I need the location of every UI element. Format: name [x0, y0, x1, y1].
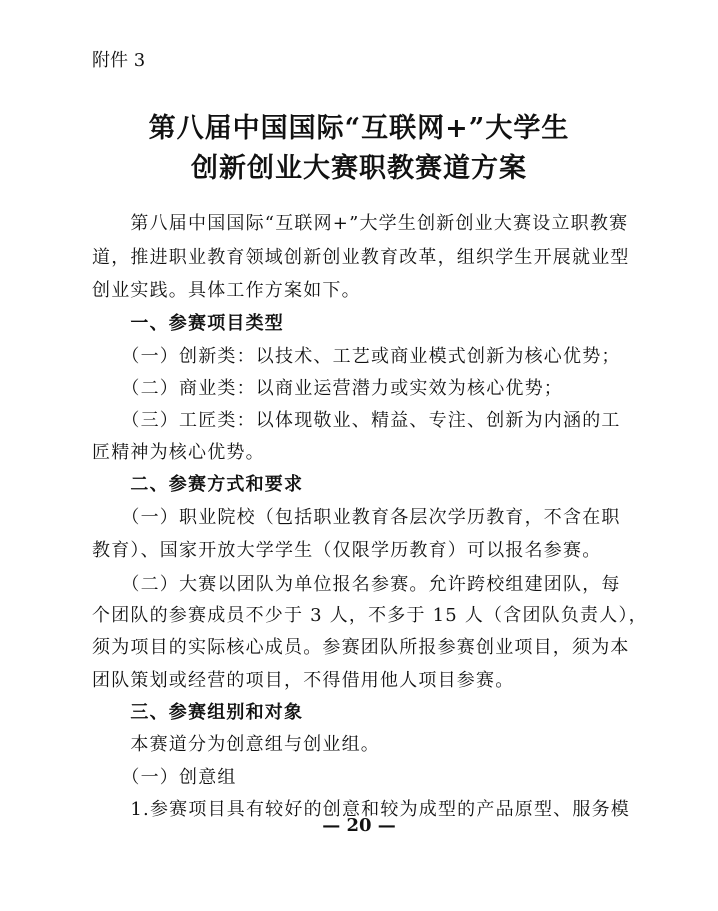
body-line: 1.参赛项目具有较好的创意和较为成型的产品原型、服务模 — [92, 799, 630, 820]
section-heading: 三、参赛组别和对象 — [92, 702, 304, 723]
body-line: （二）商业类：以商业运营潜力或实效为核心优势； — [92, 378, 563, 399]
attachment-label: 附件 3 — [92, 50, 146, 71]
section-heading: 二、参赛方式和要求 — [92, 474, 304, 495]
body-line: 第八届中国国际“互联网+”大学生创新创业大赛设立职教赛 — [92, 213, 629, 234]
body-line: 本赛道分为创意组与创业组。 — [92, 734, 380, 755]
document-title-line-1: 第八届中国国际“互联网+”大学生 — [148, 113, 570, 144]
body-line: （二）大赛以团队为单位报名参赛。允许跨校组建团队，每 — [92, 574, 621, 595]
body-line: （一）职业院校（包括职业教育各层次学历教育，不含在职 — [92, 507, 621, 528]
section-heading: 一、参赛项目类型 — [92, 313, 284, 334]
body-line: 教育）、国家开放大学学生（仅限学历教育）可以报名参赛。 — [92, 540, 602, 561]
body-line: 团队策划或经营的项目，不得借用他人项目参赛。 — [92, 670, 515, 691]
document-title-line-2: 创新创业大赛职教赛道方案 — [191, 153, 527, 184]
page-number: — 20 — — [322, 815, 396, 836]
body-line: 个团队的参赛成员不少于 3 人，不多于 15 人（含团队负责人）， — [92, 605, 648, 626]
body-line: 创业实践。具体工作方案如下。 — [92, 280, 361, 301]
body-line: （一）创意组 — [92, 767, 237, 788]
body-line: 道，推进职业教育领域创新创业教育改革，组织学生开展就业型 — [92, 247, 630, 268]
body-line: （三）工匠类：以体现敬业、精益、专注、创新为内涵的工 — [92, 410, 621, 431]
body-line: 匠精神为核心优势。 — [92, 442, 265, 463]
body-line: （一）创新类：以技术、工艺或商业模式创新为核心优势； — [92, 346, 621, 367]
body-line: 须为项目的实际核心成员。参赛团队所报参赛创业项目，须为本 — [92, 637, 630, 658]
